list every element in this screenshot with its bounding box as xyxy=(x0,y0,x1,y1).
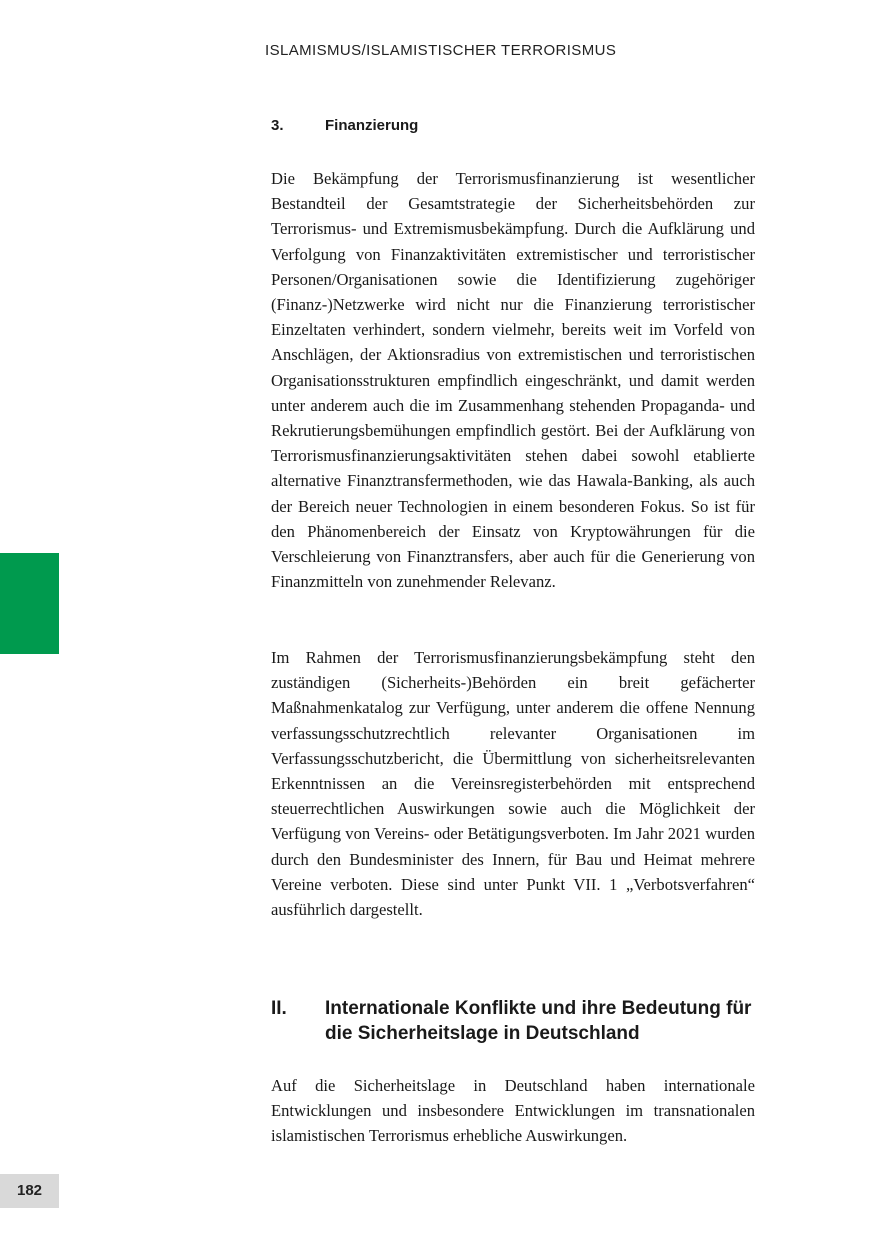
paragraph-terrorismusfinanzierung: Die Bekämpfung der Terrorismusfinanzierung ist wesentlicher Bestandteil der Gesamtstrategie der Sicherheitsbehörden zur Terrorismus- und Extremismusbekämpfung. Durch die Aufklärung und Verfolgung von Finanzaktivitäten extremistischer und terroristischer Personen/Organisationen sowie die Identifizierung zugehöriger (Finanz-)Netzwerke wird nicht nur die Finanzierung terroristischer Einzeltaten verhindert, sondern vielmehr, bereits weit im Vorfeld von Anschlägen, der Aktionsradius von extremistischen und terroristischen Organisationsstrukturen empfindlich eingeschränkt, und damit werden unter anderem auch die im Zusammenhang stehenden Propaganda- und Rekrutierungsbemühungen empfindlich gestört. Bei der Aufklärung von Terrorismusfinanzierungsaktivitäten stehen dabei sowohl etablierte alternative Finanztransfermethoden, wie das Hawala-Banking, als auch der Bereich neuer Technologien in einem besonderen Fokus. So ist für den Phänomenbereich der Einsatz von Kryptowährungen für die Verschleierung von Finanztransfers, aber auch für die Generierung von Finanzmitteln von zunehmender Relevanz. xyxy=(271,169,755,592)
page-number: 182 xyxy=(0,1174,59,1208)
paragraph-sicherheitslage: Auf die Sicherheitslage in Deutschland haben internationale Entwicklungen und insbesondere Entwicklungen im transnationalen islamistischen Terrorismus erhebliche Auswirkungen. xyxy=(271,1076,755,1146)
chapter-side-tab xyxy=(0,553,59,654)
section-title: Internationale Konflikte und ihre Bedeutung für die Sicherheitslage in Deutschland xyxy=(325,998,752,1044)
section-heading-internationale-konflikte xyxy=(271,996,755,1046)
running-header: ISLAMISMUS/ISLAMISTISCHER TERRORISMUS xyxy=(265,42,617,59)
paragraph-massnahmenkatalog: Im Rahmen der Terrorismusfinanzierungsbekämpfung steht den zuständigen (Sicherheits-)Behörden ein breit gefächerter Maßnahmenkatalog zur Verfügung, unter anderem die offene Nennung verfassungsschutzrechtlich relevanter Organisationen im Verfassungsschutzbericht, die Übermittlung von sicherheitsrelevanten Erkenntnissen an die Vereinsregisterbehörden mit entsprechend steuerrechtlichen Auswirkungen sowie auch die Möglichkeit der Verfügung von Vereins- oder Betätigungsverboten. Im Jahr 2021 wurden durch den Bundesminister des Innern, für Bau und Heimat mehrere Vereine verboten. Diese sind unter Punkt VII. 1 „Verbotsverfahren“ ausführlich dargestellt. xyxy=(271,648,755,920)
section-title: Finanzierung xyxy=(325,117,419,134)
section-number: 3. xyxy=(271,117,284,134)
section-number: II. xyxy=(271,998,287,1019)
section-heading-finanzierung xyxy=(271,117,418,134)
